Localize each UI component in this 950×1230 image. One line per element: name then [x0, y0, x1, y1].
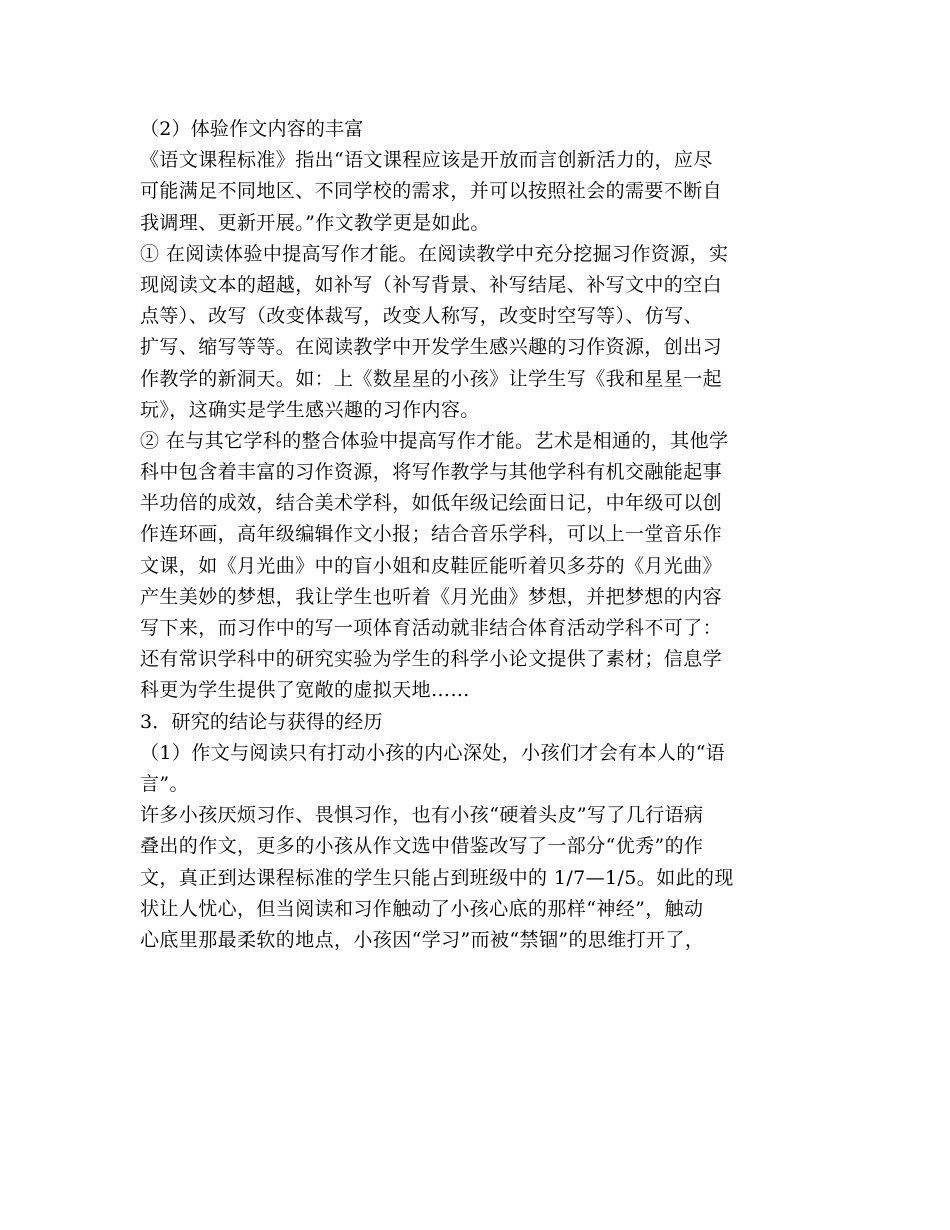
text-line: （1）作文与阅读只有打动小孩的内心深处，小孩们才会有本人的“语	[140, 741, 726, 764]
text-line: 写下来，而习作中的写一项体育活动就非结合体育活动学科不可了：	[140, 617, 723, 639]
text-line: 许多小孩厌烦习作、畏惧习作，也有小孩“硬着头皮”写了几行语病	[140, 804, 704, 827]
text-line: 可能满足不同地区、不同学校的需求，并可以按照社会的需要不断自	[140, 180, 723, 203]
text-line: 《语文课程标准》指出“语文课程应该是开放而言创新活力的，应尽	[140, 149, 713, 172]
text-line: 我调理、更新开展。”作文教学更是如此。	[140, 211, 490, 234]
text-line: 科中包含着丰富的习作资源，将写作教学与其他学科有机交融能起事	[140, 461, 723, 484]
section-heading-conclusions: 3．研究的结论与获得的经历	[140, 710, 383, 733]
text-line: 扩写、缩写等等。在阅读教学中开发学生感兴趣的习作资源，创出习	[140, 336, 723, 359]
text-line: ② 在与其它学科的整合体验中提高写作才能。艺术是相通的，其他学	[140, 429, 729, 452]
text-line: 玩》，这确实是学生感兴趣的习作内容。	[140, 398, 480, 421]
text-line: 还有常识学科中的研究实验为学生的科学小论文提供了素材；信息学	[140, 648, 723, 671]
text-line: 半功倍的成效，结合美术学科，如低年级记绘面日记，中年级可以创	[140, 492, 723, 515]
section-heading-content-richness: （2）体验作文内容的丰富	[140, 118, 364, 140]
text-line: 叠出的作文，更多的小孩从作文选中借鉴改写了一部分“优秀”的作	[140, 835, 704, 858]
text-line: 状让人忧心，但当阅读和习作触动了小孩心底的那样“神经”，触动	[140, 897, 704, 920]
text-line: 文，真正到达课程标准的学生只能占到班级中的 1/7—1/5。如此的现	[140, 866, 734, 889]
text-line: 科更为学生提供了宽敞的虚拟天地……	[140, 679, 470, 702]
text-line: 心底里那最柔软的地点，小孩因“学习”而被“禁锢”的思维打开了，	[140, 928, 705, 951]
text-line: 点等）、改写（改变体裁写，改变人称写，改变时空写等）、仿写、	[140, 305, 704, 328]
text-line: 言”。	[140, 772, 189, 795]
text-line: ① 在阅读体验中提高写作才能。在阅读教学中充分挖掘习作资源，实	[140, 242, 729, 265]
text-line: 产生美妙的梦想，我让学生也听着《月光曲》梦想，并把梦想的内容	[140, 585, 723, 608]
text-line: 作教学的新洞天。如：上《数星星的小孩》让学生写《我和星星一起	[140, 367, 723, 390]
text-line: 现阅读文本的超越，如补写（补写背景、补写结尾、补写文中的空白	[140, 273, 723, 296]
text-line: 作连环画，高年级编辑作文小报；结合音乐学科，可以上一堂音乐作	[140, 523, 723, 546]
text-line: 文课，如《月光曲》中的盲小姐和皮鞋匠能听着贝多芬的《月光曲》	[140, 554, 723, 577]
